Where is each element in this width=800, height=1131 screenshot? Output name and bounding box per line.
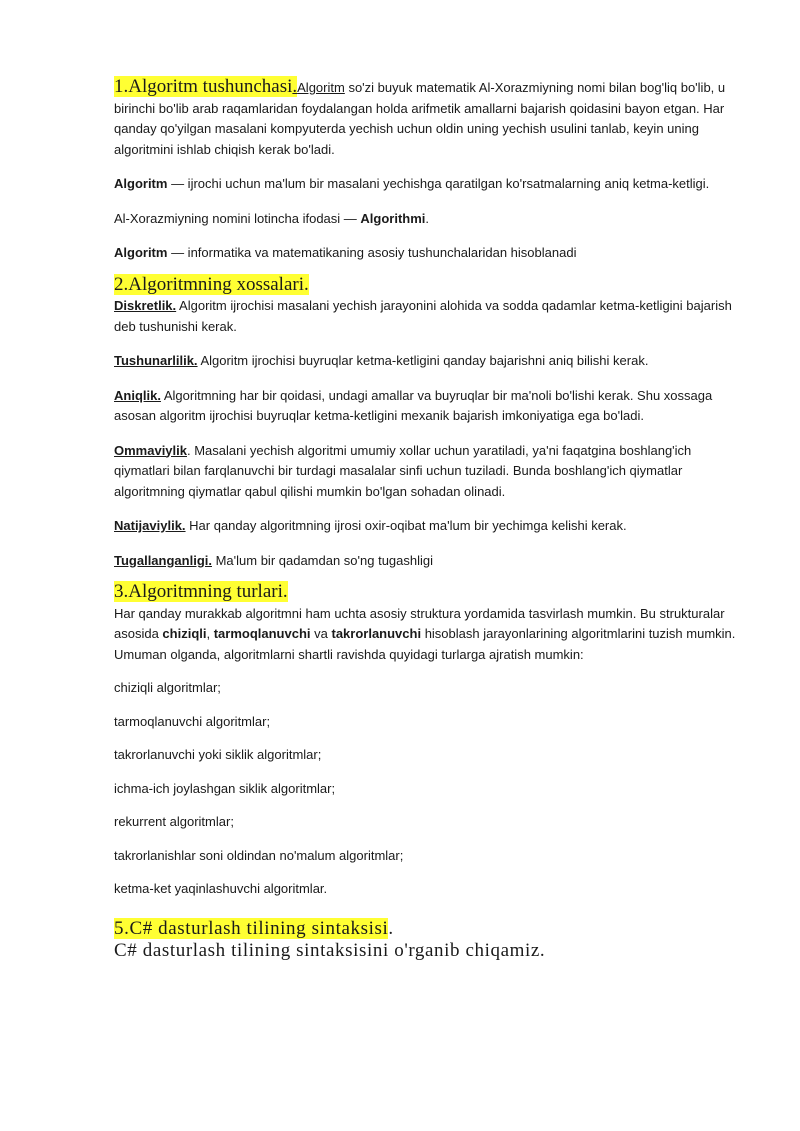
algorithm-type-item: ketma-ket yaqinlashuvchi algoritmlar. xyxy=(114,881,328,896)
document-page xyxy=(114,76,746,962)
section-2-heading: 2.Algoritmning xossalari. xyxy=(114,273,309,295)
algorithm-type-item: takrorlanishlar soni oldindan no'malum algoritmlar; xyxy=(114,847,404,863)
algorithm-type-item: rekurrent algoritmlar; xyxy=(114,814,234,829)
definition-1: Algoritm — ijrochi uchun ma'lum bir masalani yechishga qaratilgan ko'rsatmalarning aniq ketma-ketligi. xyxy=(114,176,710,191)
definition-2: Algoritm — informatika va matematikaning asosiy tushunchalaridan hisoblanadi xyxy=(114,245,577,260)
algorithm-type-item: takrorlanuvchi yoki siklik algoritmlar; xyxy=(114,747,322,762)
property-item: Tugallanganligi. Ma'lum bir qadamdan so'ng tugashligi xyxy=(114,552,434,568)
property-item: Ommaviylik. Masalani yechish algoritmi umumiy xollar uchun yaratiladi, ya'ni faqatgina boshlang'ich qiymatlari bilan farqlanuvchi bir turdagi masalalar sinfi uchun tuziladi. Bunda boshlang'ich qiymatlar algoritmning qiymatlar qabul qilishi mumkin bo'lgan sohadan olinadi. xyxy=(114,442,692,499)
section-3-heading-line xyxy=(114,581,746,604)
latin-name-line: Al-Xorazmiyning nomini lotincha ifodasi — Algorithmi. xyxy=(114,210,430,226)
section-2-heading-line xyxy=(114,274,746,297)
section-5-heading-line: 5.C# dasturlash tilining sintaksisi. xyxy=(114,917,394,939)
property-item: Diskretlik. Algoritm ijrochisi masalani yechish jarayonini alohida va sodda qadamlar ketma-ketligini bajarish deb tushunishi kerak. xyxy=(114,298,732,334)
algorithm-type-item: chiziqli algoritmlar; xyxy=(114,680,221,695)
algorithm-type-item: ichma-ich joylashgan siklik algoritmlar; xyxy=(114,780,336,796)
section-1-heading: 1.Algoritm tushunchasi. xyxy=(114,76,298,97)
algoritm-lead-word: Algoritm xyxy=(297,80,345,95)
section-1-paragraph xyxy=(114,76,746,160)
algorithm-type-item: tarmoqlanuvchi algoritmlar; xyxy=(114,713,271,729)
property-item: Aniqlik. Algoritmning har bir qoidasi, undagi amallar va buyruqlar bir ma'noli bo'lishi kerak. Shu xossaga asosan algoritm ijrochisi buyruqlar ketma-ketligini mexanik bajarish imkoniyatiga ega bo'ladi. xyxy=(114,387,713,423)
section-3-intro: Har qanday murakkab algoritmni ham uchta asosiy struktura yordamida tasvirlash mumkin. Bu strukturalar asosida chiziqli, tarmoqlanuvchi va takrorlanuvchi hisoblash jarayonlarining algoritmlarini tuzish mumkin. Umuman olganda, algoritmlarni shartli ravishda quyidagi turlarga ajratish mumkin: xyxy=(114,605,736,662)
section-3-heading: 3.Algoritmning turlari. xyxy=(114,581,288,602)
section-1-text: so'zi buyuk matematik Al-Xorazmiyning nomi bilan bog'liq bo'lib, u birinchi bo'lib arab raqamlaridan foydalangan holda arifmetik amallarni bajarish qoidasini bayon etgan. Har qanday qo'yilgan masalani kompyuterda yechish uchun oldin uning yechish usulini tanlab, keyin uning algoritmini ishlab chiqish kerak bo'ladi. xyxy=(114,80,726,157)
property-item: Natijaviylik. Har qanday algoritmning ijrosi oxir-oqibat ma'lum bir yechimga kelishi kerak. xyxy=(114,518,627,533)
property-item: Tushunarlilik. Algoritm ijrochisi buyruqlar ketma-ketligini qanday bajarishni aniq bilishi kerak. xyxy=(114,353,649,368)
section-5-heading: 5.C# dasturlash tilining sintaksisi xyxy=(114,917,389,939)
section-5-text: C# dasturlash tilining sintaksisini o'rganib chiqamiz. xyxy=(114,939,546,961)
